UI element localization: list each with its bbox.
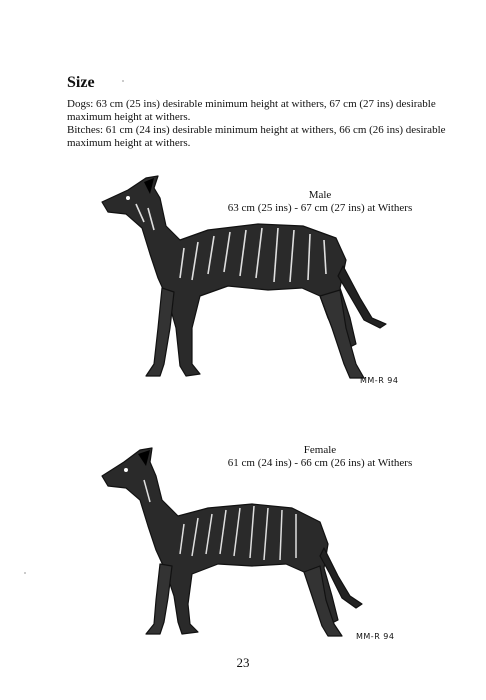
female-caption-title: Female: [303, 444, 337, 456]
male-dog-illustration: [88, 168, 398, 390]
male-artist-signature: MM-R 94: [360, 376, 399, 385]
section-heading: Size: [67, 74, 95, 91]
print-speck: [24, 572, 26, 574]
female-dog-illustration: [92, 436, 372, 642]
male-caption-text: 63 cm (25 ins) - 67 cm (27 ins) at Withers: [227, 202, 413, 214]
print-speck: [122, 80, 124, 82]
male-caption-title: Male: [308, 189, 332, 201]
female-artist-signature: MM-R 94: [356, 632, 395, 641]
female-caption-text: 61 cm (24 ins) - 66 cm (26 ins) at Withers: [227, 457, 413, 469]
bitches-paragraph: Bitches: 61 cm (24 ins) desirable minimum height at withers, 66 cm (26 ins) desirable maximum height at withers.: [67, 124, 446, 149]
dogs-paragraph: Dogs: 63 cm (25 ins) desirable minimum height at withers, 67 cm (27 ins) desirable maximum height at withers.: [67, 98, 436, 123]
page-number: 23: [236, 655, 250, 670]
